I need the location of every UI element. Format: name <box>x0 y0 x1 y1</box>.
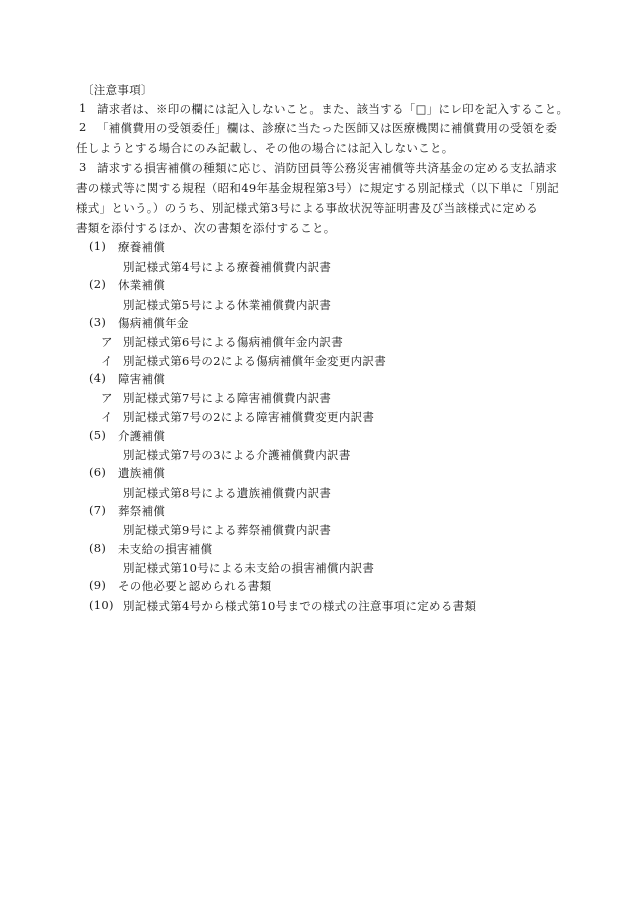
item-number: (10) <box>89 598 114 612</box>
item-title: 葬祭補償 <box>118 504 166 518</box>
detail-text: 別記様式第8号による遺族補償費内訳書 <box>123 486 332 500</box>
detail-text: 別記様式第9号による葬祭補償費内訳書 <box>123 523 332 537</box>
item-title: 介護補償 <box>118 429 166 443</box>
item-title: 遺族補償 <box>118 466 166 480</box>
item-number: (8) <box>89 541 107 555</box>
item-title: 別記様式第4号から様式第10号までの様式の注意事項に定める書類 <box>123 599 477 613</box>
detail-text: 別記様式第5号による休業補償費内訳書 <box>123 298 332 312</box>
note-line: 書類を添付するほか、次の書類を添付すること。 <box>76 221 336 235</box>
item-title: 休業補償 <box>118 278 166 292</box>
note-line-text: 任しようとする場合にのみ記載し、その他の場合には記入しないこと。 <box>76 141 454 155</box>
detail-text: 別記様式第6号の2による傷病補償年金変更内訳書 <box>123 354 387 368</box>
item-title: 傷病補償年金 <box>118 316 189 330</box>
item-number: (6) <box>89 465 107 479</box>
sub-marker: イ <box>101 354 113 368</box>
item-title: 障害補償 <box>118 372 166 386</box>
note-number: 2 <box>79 120 87 134</box>
note-line: 請求する損害補償の種類に応じ、消防団員等公務災害補償等共済基金の定める支払請求 <box>97 161 558 175</box>
item-number: (5) <box>89 428 107 442</box>
notes-heading: 〔注意事項〕 <box>82 83 153 97</box>
sub-marker: イ <box>101 410 113 424</box>
note-line: 請求者は、※印の欄には記入しないこと。また、該当する「□」にレ印を記入すること。 <box>97 102 569 116</box>
item-title: その他必要と認められる書類 <box>118 579 272 593</box>
item-number: (3) <box>89 315 107 329</box>
item-number: (4) <box>89 371 107 385</box>
detail-text: 別記様式第7号の2による障害補償費変更内訳書 <box>123 410 375 424</box>
item-title: 療養補償 <box>118 240 166 254</box>
sub-marker: ア <box>101 335 113 349</box>
note-number: 1 <box>79 101 87 115</box>
detail-text: 別記様式第4号による療養補償費内訳書 <box>123 260 332 274</box>
note-line: 様式」という。）のうち、別記様式第3号による事故状況等証明書及び当該様式に定める <box>76 201 539 215</box>
sub-marker: ア <box>101 391 113 405</box>
detail-text: 別記様式第7号の3による介護補償費内訳書 <box>123 448 351 462</box>
item-number: (2) <box>89 277 107 291</box>
note-line: 書の様式等に関する規程（昭和49年基金規程第3号）に規定する別記様式（以下単に「別記 <box>76 181 560 195</box>
item-number: (7) <box>89 503 107 517</box>
item-number: (9) <box>89 578 107 592</box>
detail-text: 別記様式第10号による未支給の損害補償内訳書 <box>123 561 375 575</box>
note-line: 「補償費用の受領委任」欄は、診療に当たった医師又は医療機関に補償費用の受領を委 <box>97 121 558 135</box>
note-number: 3 <box>79 160 87 174</box>
detail-text: 別記様式第7号による障害補償費内訳書 <box>123 391 332 405</box>
detail-text: 別記様式第6号による傷病補償年金内訳書 <box>123 335 344 349</box>
item-number: (1) <box>89 239 107 253</box>
item-title: 未支給の損害補償 <box>118 542 213 556</box>
